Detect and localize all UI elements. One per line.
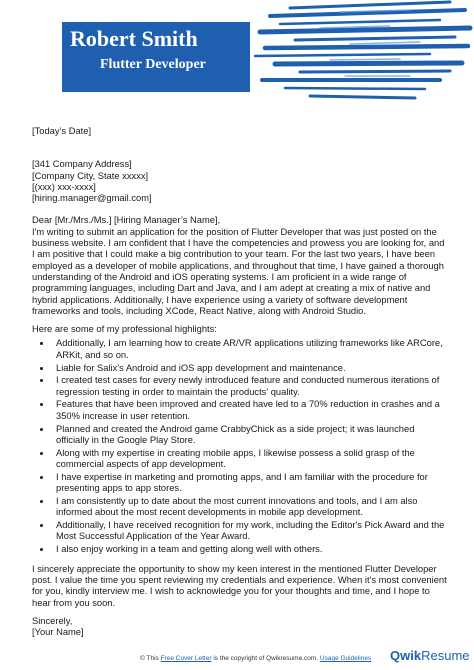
list-item: • Additionally, I am learning how to create AR/VR applications utilizing frameworks like ARCore, ARKit, and so on. <box>52 338 447 361</box>
intro-paragraph: I'm writing to submit an application for the position of Flutter Developer that was just posted on the business website. I am confident that I have the competencies and prowess you are looking for, and I am positive that I could make a big contribution to your team. For the last two years, I have been employed as a developer of mobile applications, and throughout that time, I have gained a thorough understanding of the Android and iOS operating systems. I am proficient in a wide range of programming languages, including Dart and Java, and I am adept at creating a mix of native and hybrid applications. Additionally, I have experience using a variety of software development frameworks and tools, including XCode, React Native, along with Android Studio. <box>32 226 445 316</box>
list-item: • I have expertise in marketing and promoting apps, and I am familiar with the procedure for presenting apps to app stores. <box>52 472 447 495</box>
list-item: • Features that have been improved and created have led to a 70% reduction in crashes and a 350% increase in user retention. <box>52 399 447 422</box>
list-item: • Additionally, I have received recognition for my work, including the Editor's Pick Award and the Most Successful Application of the Year Award. <box>52 520 447 543</box>
list-item: • I am consistently up to date about the most current innovations and tools, and I am also informed about the most recent developments in mobile app development. <box>52 496 447 519</box>
page-footer <box>0 640 474 670</box>
job-title: Flutter Developer <box>100 57 206 72</box>
usage-guidelines-link[interactable]: Usage Guidelines <box>319 655 372 662</box>
signature: [Your Name] <box>32 627 84 638</box>
salutation: Dear [Mr./Mrs./Ms.] [Hiring Manager’s Name], <box>32 215 221 226</box>
address-line: [Company City, State xxxxx] <box>32 170 149 181</box>
qwikresume-logo: QwikResume <box>390 648 470 663</box>
decorative-stripes <box>250 0 474 110</box>
list-item: • I also enjoy working in a team and getting along well with others. <box>52 544 447 555</box>
highlights-list <box>32 338 447 555</box>
signoff: Sincerely, <box>32 615 73 626</box>
letter-body <box>32 126 447 639</box>
letter-header <box>0 0 474 110</box>
list-item: • Along with my expertise in creating mobile apps, I likewise possess a solid grasp of the commercial aspects of app development. <box>52 448 447 471</box>
copyright-notice: © This Free Cover Letter is the copyright of Qwikresume.com. Usage Guidelines <box>140 655 372 662</box>
address-line: [hiring.manager@gmail.com] <box>32 193 152 204</box>
applicant-name: Robert Smith <box>70 26 198 51</box>
address-line: [(xxx) xxx-xxxx] <box>32 181 96 192</box>
closing-paragraph: I sincerely appreciate the opportunity to show my keen interest in the mentioned Flutter Developer post. I value the time you spent reviewing my credentials and experience. When it's most convenient for you, kindly interview me. I wish to acknowledge you for your thoughts and time, and I hope to hear from you soon. <box>32 563 447 608</box>
free-cover-letter-link[interactable]: Free Cover Letter <box>160 655 212 662</box>
highlights-intro: Here are some of my professional highlights: <box>32 324 217 335</box>
list-item: • I created test cases for every newly introduced feature and conducted numerous iterations of regression testing in order to maintain the products' quality. <box>52 375 447 398</box>
list-item: • Planned and created the Android game CrabbyChick as a side project; it was launched officially in the Google Play Store. <box>52 424 447 447</box>
list-item: • Liable for Salix's Android and iOS app development and maintenance. <box>52 363 447 374</box>
address-line: [341 Company Address] <box>32 159 132 170</box>
letter-date: [Today’s Date] <box>32 126 92 136</box>
